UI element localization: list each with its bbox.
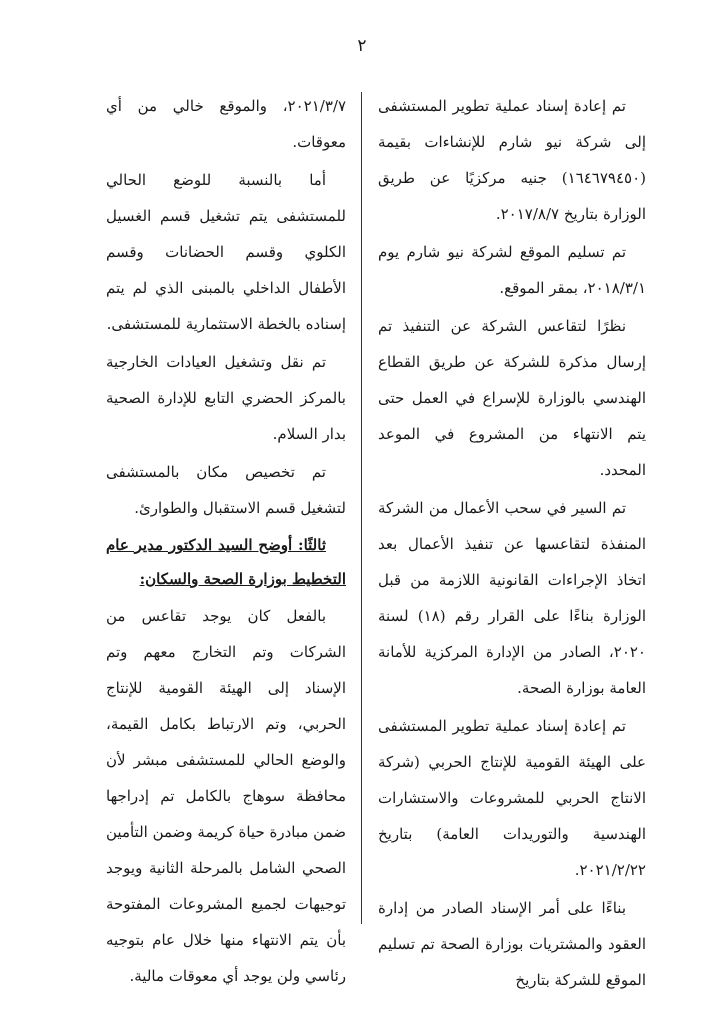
paragraph: تم إعادة إسناد عملية تطوير المستشفى على الهيئة القومية للإنتاج الحربي (شركة الانتاج الحربي للمشروعات والاستشارات الهندسية والتوريدات العامة) بتاريخ ٢٠٢١/٢/٢٢. — [378, 717, 646, 879]
paragraph: تم إعادة إسناد عملية تطوير المستشفى إلى شركة نيو شارم للإنشاءات بقيمة (١٦٤٦٧٩٤٥٠) جنيه مركزيًا عن طريق الوزارة بتاريخ ٢٠١٧/٨/٧. — [378, 97, 646, 223]
paragraph-continuation: ٢٠٢١/٣/٧، والموقع خالي من أي معوقات. — [106, 97, 346, 151]
column-divider — [361, 92, 362, 924]
section-body: بالفعل كان يوجد تقاعس من الشركات وتم التخارج معهم وتم الإسناد إلى الهيئة القومية للإنتاج الحربي، وتم الارتباط بكامل القيمة، والوضع الحالي للمستشفى مبشر لأن محافظة سوهاج بالكامل تم إدراجها ضمن مبادرة حياة كريمة وضمن التأمين الصحي الشامل بالمرحلة الثانية ويوجد توجيهات لجميع المشروعات المفتوحة بأن يتم الانتهاء منها خلال عام بتوجيه رئاسي ولن يوجد أي معوقات مالية. — [106, 607, 346, 985]
right-column — [378, 88, 646, 1000]
left-column — [106, 88, 346, 996]
paragraph: تم تخصيص مكان بالمستشفى لتشغيل قسم الاستقبال والطوارئ. — [106, 463, 346, 517]
paragraph: بناءًا على أمر الإسناد الصادر من إدارة العقود والمشتريات بوزارة الصحة تم تسليم الموقع للشركة بتاريخ — [378, 899, 646, 989]
page-number: ٢ — [357, 36, 367, 56]
paragraph: أما بالنسبة للوضع الحالي للمستشفى يتم تشغيل قسم الغسيل الكلوي وقسم الحضانات وقسم الأطفال الداخلي بالمبنى الذي لم يتم إسناده بالخطة الاستثمارية للمستشفى. — [106, 171, 346, 333]
paragraph: تم تسليم الموقع لشركة نيو شارم يوم ٢٠١٨/٣/١، بمقر الموقع. — [378, 243, 646, 297]
paragraph: تم السير في سحب الأعمال من الشركة المنفذة لتقاعسها عن تنفيذ الأعمال بعد اتخاذ الإجراءات القانونية اللازمة من قبل الوزارة بناءًا على القرار رقم (١٨) لسنة ٢٠٢٠، الصادر من الإدارة المركزية للأمانة العامة بوزارة الصحة. — [378, 499, 646, 697]
paragraph: تم نقل وتشغيل العيادات الخارجية بالمركز الحضري التابع للإدارة الصحية بدار السلام. — [106, 353, 346, 443]
section-heading: ثالثًا: أوضح السيد الدكتور مدير عام التخطيط بوزارة الصحة والسكان: — [106, 536, 346, 588]
paragraph: نظرًا لتقاعس الشركة عن التنفيذ تم إرسال مذكرة للشركة عن طريق القطاع الهندسي بالوزارة للإسراع في العمل حتى يتم الانتهاء من المشروع في الموعد المحدد. — [378, 317, 646, 479]
